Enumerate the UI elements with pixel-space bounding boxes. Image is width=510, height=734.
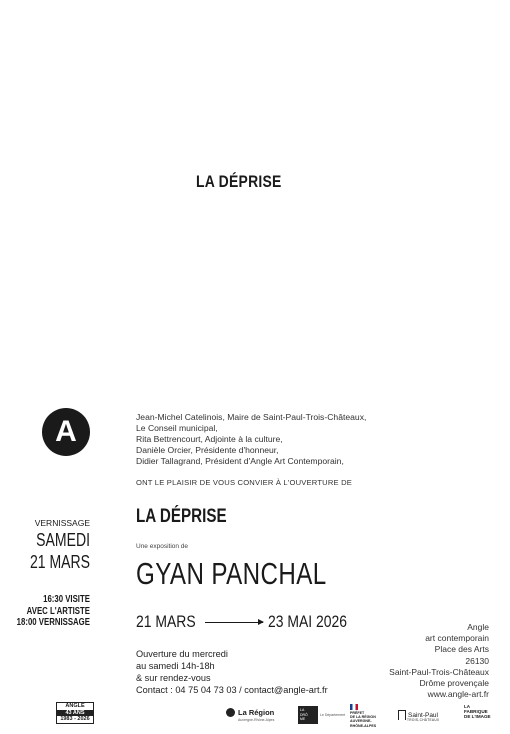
badge-line: ANGLE <box>65 703 85 709</box>
castle-icon <box>398 710 406 720</box>
address-block <box>389 622 489 700</box>
vernissage-schedule <box>17 594 90 629</box>
drome-logo <box>298 706 318 724</box>
address-line: 26130 <box>465 655 489 666</box>
hours-line: au samedi 14h-18h <box>136 661 215 671</box>
address-line: Saint-Paul-Trois-Châteaux <box>389 666 489 677</box>
angle-anniversary-logo <box>56 702 94 724</box>
angle-logo <box>42 408 90 456</box>
vernissage-day: SAMEDI <box>36 530 90 550</box>
drome-sub: Le Département <box>320 713 346 717</box>
region-name: La Région <box>238 708 275 717</box>
french-flag-icon <box>350 704 358 710</box>
website-link[interactable]: www.angle-art.fr <box>427 689 489 700</box>
schedule-line: 16:30 VISITE <box>43 594 90 605</box>
top-title: LA DÉPRISE <box>196 172 282 191</box>
date-end: 23 MAI 2026 <box>268 612 348 631</box>
exhibition-title: LA DÉPRISE <box>136 506 227 527</box>
hours-line: Ouverture du mercredi <box>136 649 228 659</box>
arrow-right-icon <box>205 622 263 623</box>
hosts-list <box>136 412 366 467</box>
host-line: Jean-Michel Catelinois, Maire de Saint-Paul-Trois-Châteaux, <box>136 412 367 422</box>
drome-line: LA <box>300 708 305 713</box>
saint-paul-logo <box>398 710 438 720</box>
saint-paul-name: Saint-Paul <box>408 711 438 719</box>
vernissage-date: 21 MARS <box>29 552 90 572</box>
prefet-line: PRÉFET <box>350 711 365 715</box>
address-line: art contemporain <box>425 633 489 644</box>
drome-line: DRÔ <box>300 712 308 717</box>
saint-paul-sub: TROIS-CHÂTEAUX <box>407 718 440 722</box>
contact-line: Contact : 04 75 04 73 03 / contact@angle-art.fr <box>136 685 328 695</box>
fabrique-line: DE L'IMAGE <box>464 714 491 719</box>
badge-line: 1983 - 2026 <box>60 716 90 722</box>
artist-name: GYAN PANCHAL <box>136 556 327 591</box>
address-line: Place des Arts <box>434 644 489 655</box>
drome-line: ME <box>300 717 306 722</box>
hours-line: & sur rendez-vous <box>136 673 211 683</box>
region-mark-icon <box>226 708 235 717</box>
prefet-logo <box>350 704 376 728</box>
date-start: 21 MARS <box>136 612 196 631</box>
invite-line: ONT LE PLAISIR DE VOUS CONVIER À L'OUVERTURE DE <box>136 478 353 487</box>
address-line: Angle <box>467 622 489 632</box>
fabrique-logo <box>464 704 491 719</box>
badge-line: 43 ANS <box>57 710 93 717</box>
opening-hours <box>136 648 328 696</box>
prefet-line: DE LA RÉGION <box>350 715 376 720</box>
host-line: Danièle Orcier, Présidente d'honneur, <box>136 445 279 455</box>
fabrique-line: FABRIQUE <box>464 709 488 714</box>
vernissage-label: VERNISSAGE <box>34 518 90 528</box>
host-line: Rita Bettrencourt, Adjointe à la culture, <box>136 434 283 444</box>
region-logo <box>226 708 275 722</box>
angle-logo-letter: A <box>55 415 77 448</box>
exhibition-by-label: Une exposition de <box>136 543 189 550</box>
prefet-line: AUVERGNE- <box>350 719 372 724</box>
address-line: Drôme provençale <box>419 678 489 689</box>
host-line: Le Conseil municipal, <box>136 423 218 433</box>
region-sub: Auvergne-Rhône-Alpes <box>238 718 275 722</box>
host-line: Didier Tallagrand, Président d'Angle Art Contemporain, <box>136 456 344 466</box>
schedule-line: AVEC L'ARTISTE <box>26 605 90 617</box>
fabrique-line: LA <box>464 704 471 709</box>
schedule-line: 18:00 VERNISSAGE <box>16 617 90 628</box>
prefet-line: RHÔNE-ALPES <box>350 723 377 728</box>
